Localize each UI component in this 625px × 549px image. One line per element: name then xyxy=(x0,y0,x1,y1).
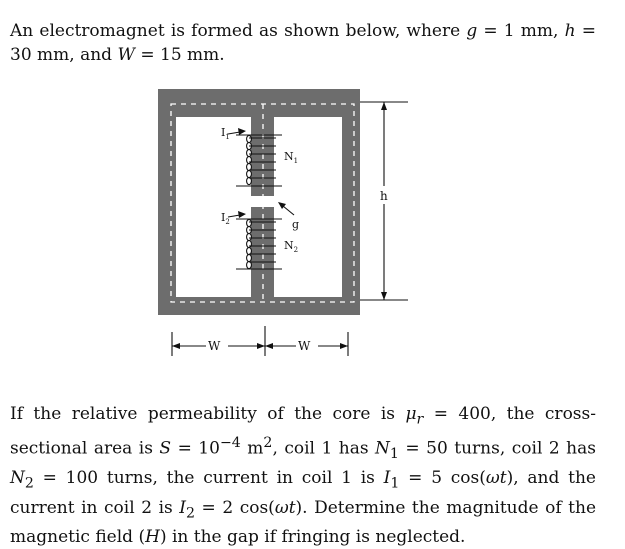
question-text: = 400, the cross-sectional area is xyxy=(10,404,596,460)
question-text: = 50 turns, coil 2 has xyxy=(398,439,596,460)
question-text: If the relative permeability of the core is xyxy=(10,404,406,424)
symbol-omega-t: ωt xyxy=(485,468,507,489)
question-text: = 2 cos( xyxy=(195,497,275,518)
label-n2: $N_2$ xyxy=(284,239,299,254)
subscript: 2 xyxy=(24,475,34,492)
label-n1: $N_1$ xyxy=(284,150,299,165)
subscript: 1 xyxy=(389,446,399,463)
symbol-mu-sub: r xyxy=(416,411,424,428)
question-text: ), and the current in coil 2 is xyxy=(10,468,596,518)
exponent: −4 xyxy=(219,435,241,452)
dim-h-arrow-top xyxy=(381,102,387,110)
label-w-right: W xyxy=(298,339,311,353)
symbol-i: I xyxy=(383,468,391,489)
symbol-n: N xyxy=(375,439,390,460)
symbol-h-field: H xyxy=(145,527,160,548)
current-arrow-2 xyxy=(238,211,246,218)
symbol-s: S xyxy=(159,439,172,460)
symbol-omega-t: ωt xyxy=(274,497,296,518)
subscript: 2 xyxy=(186,505,196,522)
symbol-w: W xyxy=(117,45,135,65)
intro-text: = 1 mm, xyxy=(477,21,565,41)
symbol-n: N xyxy=(10,468,25,489)
label-w-left: W xyxy=(208,339,221,353)
question-text: = 5 cos( xyxy=(399,468,486,489)
symbol-mu: μ xyxy=(405,404,417,424)
subscript: 1 xyxy=(390,475,400,492)
problem-intro xyxy=(10,19,596,67)
question-text: ) in the gap if fringing is neglected. xyxy=(159,527,466,548)
symbol-h: h xyxy=(564,21,576,41)
intro-text: An electromagnet is formed as shown below, where xyxy=(10,21,467,41)
current-arrow-1 xyxy=(238,128,246,135)
label-i1: $I_1$ xyxy=(221,126,230,141)
question-text: = 10 xyxy=(171,439,220,460)
dim-h-arrow-bottom xyxy=(381,292,387,300)
magnetic-core xyxy=(158,89,360,315)
question-text: m xyxy=(240,439,264,460)
question-text: , coil 1 has xyxy=(272,439,376,460)
symbol-g: g xyxy=(466,21,478,41)
electromagnet-figure xyxy=(150,84,420,359)
label-i2: $I_2$ xyxy=(221,211,230,226)
intro-text: = 30 mm, and xyxy=(10,21,596,65)
dimension-w xyxy=(172,326,348,356)
label-h: h xyxy=(380,189,388,203)
coil-2-lead xyxy=(228,215,240,217)
label-g: g xyxy=(292,218,300,231)
symbol-i: I xyxy=(179,497,186,518)
exponent: 2 xyxy=(263,435,273,452)
question-text: ). Determine the magnitude of the magnetic field ( xyxy=(10,497,597,548)
question-text: = 100 turns, the current in coil 1 is xyxy=(33,468,384,489)
gap-pointer xyxy=(283,206,294,215)
intro-text: = 15 mm. xyxy=(134,45,225,65)
problem-question xyxy=(10,402,596,549)
